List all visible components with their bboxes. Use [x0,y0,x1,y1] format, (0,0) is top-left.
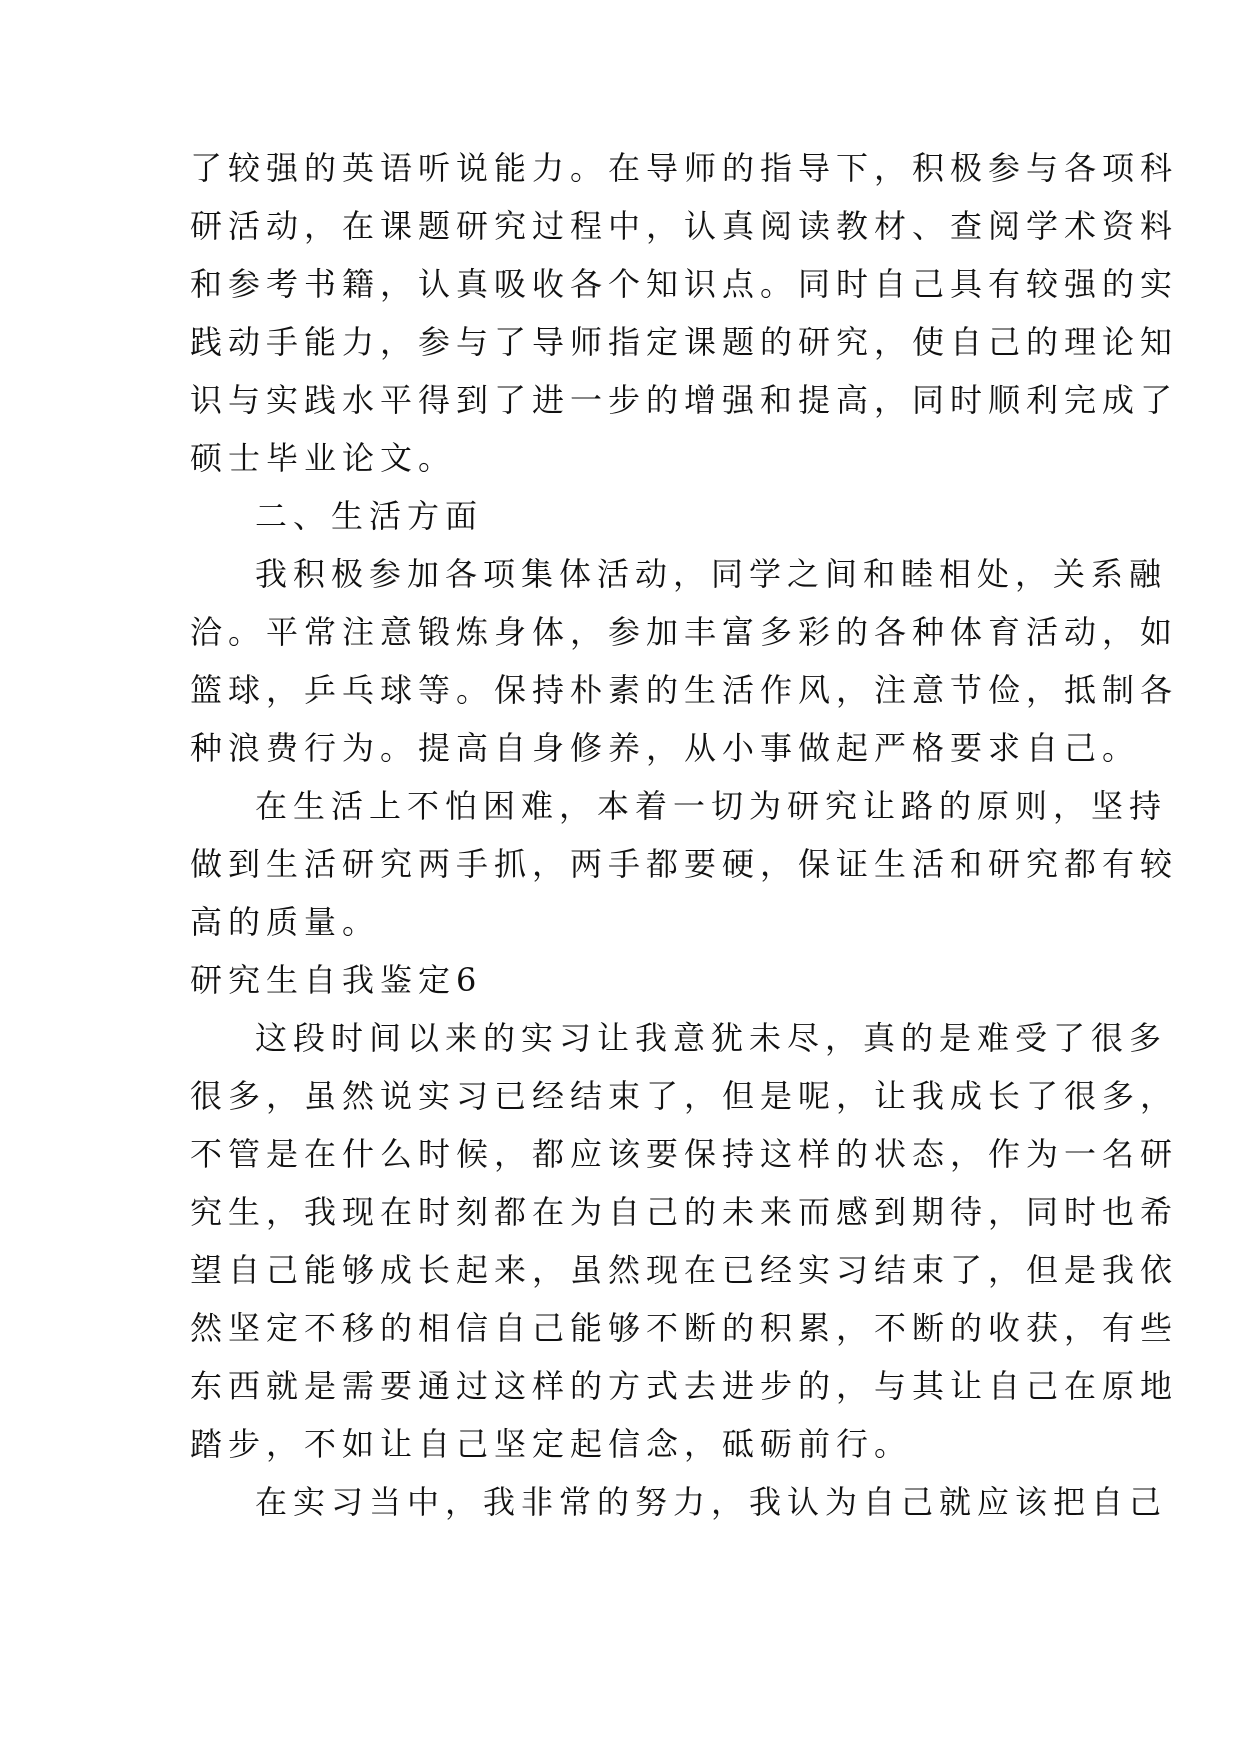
text-line: 做到生活研究两手抓，两手都要硬，保证生活和研究都有较 [190,845,1179,883]
text-line: 东西就是需要通过这样的方式去进步的，与其让自己在原地 [190,1367,1179,1405]
text-line: 和参考书籍，认真吸收各个知识点。同时自己具有较强的实 [190,265,1179,303]
document-title: 研究生自我鉴定6 [190,961,483,999]
text-line: 研活动，在课题研究过程中，认真阅读教材、查阅学术资料 [190,207,1179,245]
text-line: 然坚定不移的相信自己能够不断的积累，不断的收获，有些 [190,1309,1179,1347]
text-line: 踏步，不如让自己坚定起信念，砥砺前行。 [190,1425,913,1463]
text-line: 在实习当中，我非常的努力，我认为自己就应该把自己 [255,1483,1168,1521]
text-line: 不管是在什么时候，都应该要保持这样的状态，作为一名研 [190,1135,1179,1173]
text-line: 究生，我现在时刻都在为自己的未来而感到期待，同时也希 [190,1193,1179,1231]
text-line: 望自己能够成长起来，虽然现在已经实习结束了，但是我依 [190,1251,1179,1289]
text-line: 践动手能力，参与了导师指定课题的研究，使自己的理论知 [190,323,1179,361]
section-heading: 二、生活方面 [255,497,484,535]
text-line: 硕士毕业论文。 [190,439,457,477]
text-line: 高的质量。 [190,903,381,941]
text-line: 了较强的英语听说能力。在导师的指导下，积极参与各项科 [190,149,1179,187]
text-line: 在生活上不怕困难，本着一切为研究让路的原则，坚持 [255,787,1168,825]
text-line: 洽。平常注意锻炼身体，参加丰富多彩的各种体育活动，如 [190,613,1179,651]
text-line: 这段时间以来的实习让我意犹未尽，真的是难受了很多 [255,1019,1168,1057]
text-line: 种浪费行为。提高自身修养，从小事做起严格要求自己。 [190,729,1141,767]
text-line: 我积极参加各项集体活动，同学之间和睦相处，关系融 [255,555,1168,593]
text-line: 篮球，乒乓球等。保持朴素的生活作风，注意节俭，抵制各 [190,671,1179,709]
text-line: 很多，虽然说实习已经结束了，但是呢，让我成长了很多， [190,1077,1179,1115]
text-line: 识与实践水平得到了进一步的增强和提高，同时顺利完成了 [190,381,1179,419]
